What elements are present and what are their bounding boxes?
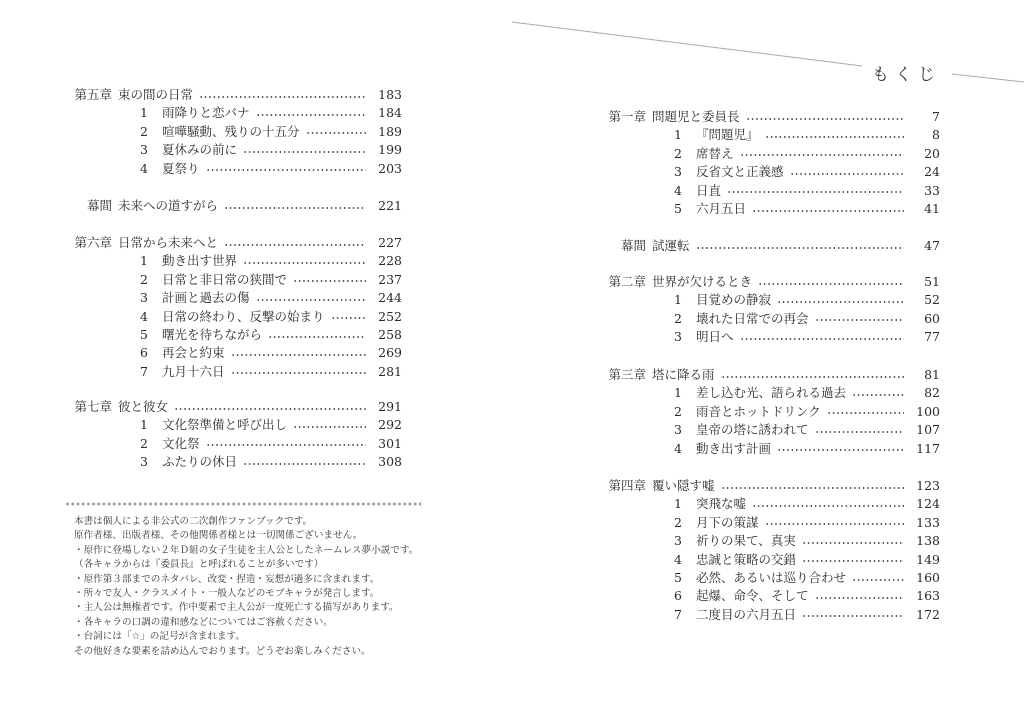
- section-number: 7: [140, 363, 148, 379]
- dot-leader: [721, 487, 904, 489]
- page-number: 123: [916, 478, 940, 493]
- toc-section-entry: [598, 384, 940, 402]
- toc-section-entry: [598, 310, 940, 328]
- section-number: 2: [674, 310, 682, 326]
- entry-title: 皇帝の塔に誘われて: [696, 422, 809, 438]
- entry-title: 世界が欠けるとき: [652, 274, 753, 289]
- entry-title: ふたりの休日: [162, 454, 238, 470]
- dot-leader: [331, 317, 366, 319]
- page-number: 172: [916, 606, 940, 622]
- page-number: 199: [378, 142, 402, 158]
- toc-section-entry: [598, 532, 940, 550]
- dot-leader: [752, 210, 904, 212]
- section-number: 6: [674, 588, 682, 604]
- toc-section-entry: [64, 344, 402, 362]
- toc-section-entry: [598, 587, 940, 605]
- entry-title: 計画と過去の傷: [162, 290, 250, 306]
- note-line: ・各キャラの口調の違和感などについてはご容赦ください。: [74, 616, 333, 628]
- page-number: 60: [924, 310, 940, 326]
- section-number: 1: [674, 496, 682, 512]
- toc-group: [598, 477, 940, 624]
- entry-title: 『問題児』: [696, 127, 759, 143]
- chapter-label: 第五章: [74, 87, 112, 102]
- note-line: ・台詞には「☆」の記号が含まれます。: [74, 631, 245, 643]
- toc-section-entry: [64, 123, 402, 141]
- toc-group: [64, 234, 402, 381]
- page-number: 7: [932, 109, 940, 124]
- page-number: 281: [378, 363, 402, 379]
- section-number: 1: [674, 127, 682, 143]
- entry-title: 日常と非日常の狭間で: [162, 271, 288, 287]
- toc-group: [64, 86, 402, 178]
- page-number: 252: [378, 308, 402, 324]
- entry-title: 祈りの果て、真実: [696, 533, 796, 549]
- entry-title: 起爆、命令、そして: [696, 588, 809, 604]
- section-number: 2: [140, 271, 148, 287]
- page-number: 24: [924, 164, 940, 180]
- page-number: 203: [378, 160, 402, 176]
- dot-leader: [758, 283, 904, 285]
- page-number: 237: [378, 271, 402, 287]
- toc-chapter-entry: [64, 197, 402, 215]
- dot-leader: [815, 431, 904, 433]
- dot-leader: [306, 132, 366, 134]
- section-number: 3: [674, 164, 682, 180]
- page-number: 189: [378, 123, 402, 139]
- dot-leader: [199, 96, 366, 98]
- entry-title: 文化祭準備と呼び出し: [162, 417, 288, 433]
- toc-group: [64, 398, 402, 472]
- page-number: 228: [378, 253, 402, 269]
- toc-section-entry: [64, 271, 402, 289]
- dot-leader: [224, 207, 366, 209]
- dot-leader: [206, 169, 366, 171]
- page-number: 308: [378, 454, 402, 470]
- dot-leader: [802, 615, 904, 617]
- section-number: 7: [674, 606, 682, 622]
- chapter-label: 第三章: [608, 367, 646, 382]
- chapter-label: 幕間: [620, 238, 646, 253]
- entry-title: 動き出す計画: [696, 440, 772, 456]
- entry-title: 明日へ: [696, 329, 734, 345]
- section-number: 2: [674, 514, 682, 530]
- toc-chapter-entry: [598, 108, 940, 126]
- dot-leader: [852, 394, 904, 396]
- dot-leader: [174, 408, 366, 410]
- section-number: 2: [674, 403, 682, 419]
- section-number: 1: [674, 292, 682, 308]
- page-number: 52: [924, 292, 940, 308]
- note-line: ・主人公は無権者です。作中要素で主人公が一度死亡する描写があります。: [74, 602, 399, 614]
- toc-section-entry: [598, 163, 940, 181]
- toc-section-entry: [64, 308, 402, 326]
- note-line: ・原作に登場しない２年Ｄ組の女子生徒を主人公としたネームレス夢小説です。: [74, 544, 419, 556]
- note-line: （各キャラからは『委員長』と呼ばれることが多いです）: [74, 559, 324, 571]
- dot-leader: [802, 542, 904, 544]
- entry-title: 文化祭: [162, 435, 200, 451]
- dot-leader: [231, 354, 366, 356]
- title-rule-right: [952, 74, 1024, 82]
- note-line: その他好きな要素を詰め込んでおります。どうぞお楽しみください。: [74, 645, 371, 657]
- page-number: 47: [924, 238, 940, 253]
- toc-section-entry: [598, 440, 940, 458]
- toc-chapter-entry: [64, 86, 402, 104]
- toc-section-entry: [64, 160, 402, 178]
- page-number: 81: [924, 367, 940, 382]
- entry-title: 席替え: [696, 145, 734, 161]
- entry-title: 夏休みの前に: [162, 142, 238, 158]
- entry-title: 雨降りと恋バナ: [162, 105, 250, 121]
- toc-section-entry: [64, 104, 402, 122]
- dot-leader: [746, 118, 904, 120]
- section-number: 1: [140, 417, 148, 433]
- toc-group: [64, 197, 402, 215]
- toc-section-entry: [64, 416, 402, 434]
- dot-leader: [802, 560, 904, 562]
- section-number: 2: [140, 123, 148, 139]
- toc-section-entry: [64, 453, 402, 471]
- entry-title: 九月十六日: [162, 363, 225, 379]
- entry-title: 曙光を待ちながら: [162, 326, 263, 342]
- dot-leader: [752, 505, 904, 507]
- notes-divider: [65, 502, 421, 506]
- entry-title: 日常から未来へと: [118, 235, 219, 250]
- page-number: 160: [916, 569, 940, 585]
- entry-title: 試運転: [652, 238, 690, 253]
- entry-title: 覆い隠す嘘: [652, 478, 715, 493]
- toc-section-entry: [598, 200, 940, 218]
- toc-group: [598, 237, 940, 255]
- page-number: 107: [916, 422, 940, 438]
- page-number: 77: [924, 329, 940, 345]
- section-number: 5: [674, 569, 682, 585]
- entry-title: 雨音とホットドリンク: [696, 403, 821, 419]
- page-number: 149: [916, 551, 940, 567]
- dot-leader: [293, 280, 366, 282]
- chapter-label: 第二章: [608, 274, 646, 289]
- section-number: 3: [140, 454, 148, 470]
- toc-chapter-entry: [64, 234, 402, 252]
- toc-section-entry: [64, 435, 402, 453]
- entry-title: 動き出す世界: [162, 253, 238, 269]
- toc-section-entry: [598, 421, 940, 439]
- page-number: 41: [924, 200, 940, 216]
- dot-leader: [256, 299, 366, 301]
- dot-leader: [224, 244, 366, 246]
- entry-title: 未来への道すがら: [118, 198, 219, 213]
- title-rule-left: [512, 22, 862, 66]
- dot-leader: [727, 191, 904, 193]
- page-number: 124: [916, 496, 940, 512]
- entry-title: 反省文と正義感: [696, 164, 784, 180]
- page-number: 51: [924, 274, 940, 289]
- entry-title: 日常の終わり、反撃の始まり: [162, 308, 325, 324]
- toc-section-entry: [598, 126, 940, 144]
- section-number: 4: [674, 182, 682, 198]
- section-number: 4: [674, 551, 682, 567]
- disclaimer-notes: [74, 515, 418, 659]
- page-number: 258: [378, 326, 402, 342]
- page-number: 291: [378, 399, 402, 414]
- toc-group: [598, 108, 940, 218]
- note-line: ・所々で友人・クラスメイト・一般人などのモブキャラが発言します。: [74, 588, 380, 600]
- dot-leader: [815, 319, 904, 321]
- dot-leader: [721, 376, 904, 378]
- toc-section-entry: [598, 606, 940, 624]
- dot-leader: [206, 444, 366, 446]
- dot-leader: [765, 136, 904, 138]
- toc-section-entry: [598, 328, 940, 346]
- entry-title: 夏祭り: [162, 160, 200, 176]
- entry-title: 差し込む光、語られる過去: [696, 385, 847, 401]
- page-number: 20: [924, 145, 940, 161]
- toc-section-entry: [598, 569, 940, 587]
- dot-leader: [740, 338, 904, 340]
- chapter-label: 第七章: [74, 399, 112, 414]
- dot-leader: [696, 247, 904, 249]
- toc-section-entry: [64, 252, 402, 270]
- entry-title: 月下の策謀: [696, 514, 759, 530]
- note-line: 原作者様、出版者様、その他関係者様とは一切関係ございません。: [74, 530, 363, 542]
- section-number: 2: [140, 435, 148, 451]
- toc-section-entry: [598, 495, 940, 513]
- entry-title: 喧嘩騒動、残りの十五分: [162, 123, 300, 139]
- page-number: 183: [378, 87, 402, 102]
- toc-chapter-entry: [64, 398, 402, 416]
- section-number: 3: [674, 422, 682, 438]
- dot-leader: [790, 173, 904, 175]
- dot-leader: [827, 412, 904, 414]
- dot-leader: [852, 579, 904, 581]
- dot-leader: [777, 301, 904, 303]
- toc-group: [598, 273, 940, 347]
- page-number: 82: [924, 385, 940, 401]
- note-line: 本書は個人による非公式の二次創作ファンブックです。: [74, 516, 313, 527]
- entry-title: 日直: [696, 182, 722, 198]
- section-number: 5: [140, 326, 148, 342]
- toc-chapter-entry: [598, 366, 940, 384]
- dot-leader: [256, 114, 366, 116]
- chapter-label: 第六章: [74, 235, 112, 250]
- section-number: 1: [674, 385, 682, 401]
- page-number: 138: [916, 533, 940, 549]
- entry-title: 必然、あるいは巡り合わせ: [696, 569, 847, 585]
- section-number: 1: [140, 105, 148, 121]
- chapter-label: 第四章: [608, 478, 646, 493]
- page-number: 117: [916, 440, 940, 456]
- page-number: 133: [916, 514, 940, 530]
- dot-leader: [765, 523, 904, 525]
- entry-title: 忠誠と策略の交錯: [696, 551, 797, 567]
- entry-title: 二度目の六月五日: [696, 606, 797, 622]
- toc-section-entry: [598, 182, 940, 200]
- dot-leader: [293, 426, 366, 428]
- chapter-label: 幕間: [86, 198, 112, 213]
- section-number: 5: [674, 200, 682, 216]
- toc-section-entry: [598, 145, 940, 163]
- section-number: 3: [140, 142, 148, 158]
- section-number: 2: [674, 145, 682, 161]
- page-number: 100: [916, 403, 940, 419]
- dot-leader: [231, 372, 366, 374]
- toc-section-entry: [64, 289, 402, 307]
- toc-section-entry: [64, 141, 402, 159]
- dot-leader: [777, 449, 904, 451]
- entry-title: 問題児と委員長: [652, 109, 740, 124]
- entry-title: 目覚めの静寂: [696, 292, 772, 308]
- page-number: 184: [378, 105, 402, 121]
- toc-section-entry: [598, 403, 940, 421]
- toc-chapter-entry: [598, 273, 940, 291]
- toc-section-entry: [598, 291, 940, 309]
- dot-leader: [243, 463, 366, 465]
- toc-group: [598, 366, 940, 458]
- toc-section-entry: [64, 363, 402, 381]
- toc-chapter-entry: [598, 477, 940, 495]
- section-number: 4: [674, 440, 682, 456]
- entry-title: 壊れた日常での再会: [696, 310, 809, 326]
- chapter-label: 第一章: [608, 109, 646, 124]
- section-number: 6: [140, 345, 148, 361]
- note-line: ・原作第３部までのネタバレ、改変・捏造・妄想が過多に含まれます。: [74, 573, 380, 585]
- page-number: 33: [924, 182, 940, 198]
- toc-title: もくじ: [872, 65, 941, 85]
- toc-section-entry: [598, 514, 940, 532]
- page-number: 301: [378, 435, 402, 451]
- dot-leader: [815, 597, 904, 599]
- entry-title: 彼と彼女: [118, 399, 169, 414]
- toc-section-entry: [598, 551, 940, 569]
- entry-title: 塔に降る雨: [652, 367, 715, 382]
- toc-chapter-entry: [598, 237, 940, 255]
- page-number: 163: [916, 588, 940, 604]
- dot-leader: [243, 262, 366, 264]
- entry-title: 束の間の日常: [118, 87, 194, 102]
- entry-title: 突飛な嘘: [696, 496, 747, 512]
- page-number: 227: [378, 235, 402, 250]
- section-number: 3: [674, 329, 682, 345]
- page-number: 244: [378, 290, 402, 306]
- dot-leader: [243, 151, 366, 153]
- section-number: 3: [140, 290, 148, 306]
- page-number: 221: [378, 198, 402, 213]
- section-number: 1: [140, 253, 148, 269]
- toc-section-entry: [64, 326, 402, 344]
- section-number: 4: [140, 308, 148, 324]
- section-number: 4: [140, 160, 148, 176]
- section-number: 3: [674, 533, 682, 549]
- entry-title: 再会と約束: [162, 345, 225, 361]
- dot-leader: [740, 154, 904, 156]
- entry-title: 六月五日: [696, 200, 747, 216]
- page-number: 8: [932, 127, 940, 143]
- dot-leader: [268, 336, 366, 338]
- page-number: 269: [378, 345, 402, 361]
- page-number: 292: [378, 417, 402, 433]
